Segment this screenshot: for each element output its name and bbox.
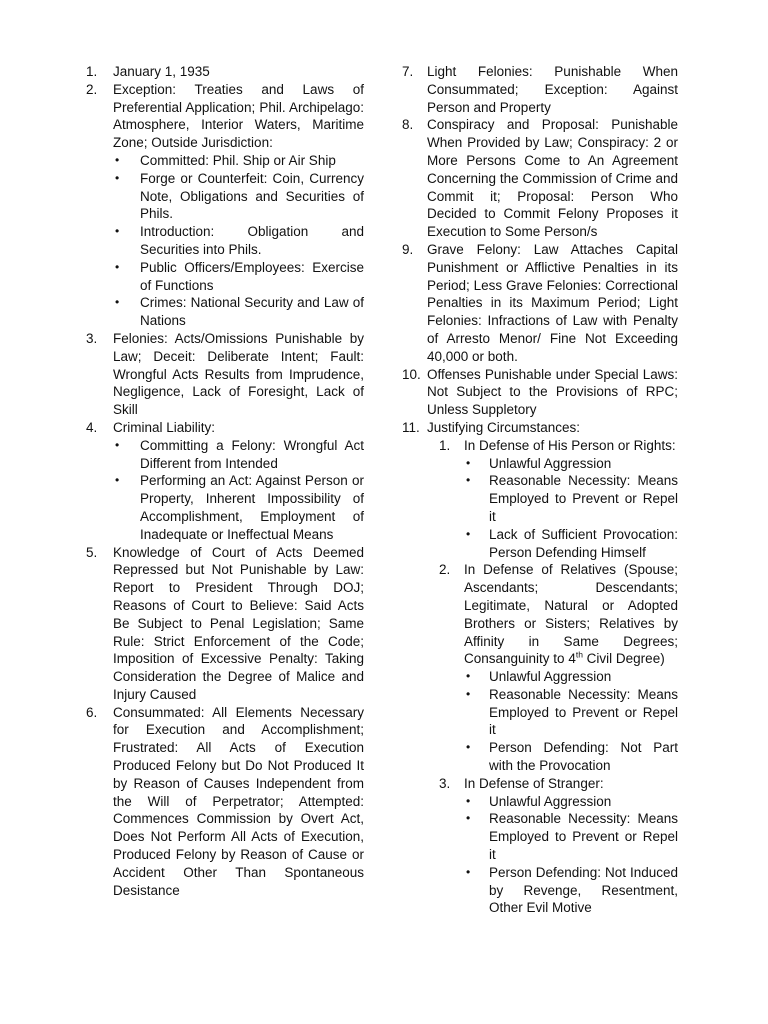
sub-item-text-tail: Civil Degree) [582, 651, 665, 667]
bullet-item: • Reasonable Necessity: Means Employed to Prevent or Repel it [464, 686, 678, 739]
bullet-item: • Lack of Sufficient Provocation: Person Defending Himself [464, 526, 678, 562]
item-number: 1. [86, 64, 98, 79]
item-number: 7. [402, 64, 414, 79]
list-item-1 [86, 63, 364, 81]
list-item-7 [402, 63, 678, 116]
item-number: 3. [86, 330, 98, 346]
bullet-list [464, 668, 678, 775]
sub-item-text: In Defense of His Person or Rights: [464, 437, 676, 453]
bullet-item: • Person Defending: Not Part with the Provocation [464, 739, 678, 775]
item-text: Light Felonies: Punishable When Consummated; Exception: Against Person and Property [427, 64, 678, 115]
list-item-4 [86, 419, 364, 544]
sub-item-number: 3. [439, 775, 451, 791]
bullet-item: • Reasonable Necessity: Means Employed to Prevent or Repel it [464, 810, 678, 863]
item-number: 6. [86, 704, 98, 720]
item-number: 5. [86, 544, 98, 560]
left-column [86, 63, 364, 899]
item-number: 4. [86, 419, 98, 435]
bullet-item: • Introduction: Obligation and Securities into Phils. [113, 223, 364, 259]
bullet-list [464, 455, 678, 562]
bullet-item: • Public Officers/Employees: Exercise of Functions [113, 259, 364, 295]
bullet-list [113, 152, 364, 330]
sub-item-text: In Defense of Stranger: [464, 775, 604, 791]
bullet-item: • Unlawful Aggression [464, 793, 678, 811]
sub-item-2 [427, 561, 678, 775]
bullet-item: • Reasonable Necessity: Means Employed to Prevent or Repel it [464, 472, 678, 525]
right-column [402, 63, 678, 917]
list-item-6 [86, 704, 364, 900]
list-item-8 [402, 116, 678, 241]
list-item-9 [402, 241, 678, 366]
item-text: Conspiracy and Proposal: Punishable When Provided by Law; Conspiracy: 2 or More Persons Come to An Agreement Concerning the Commission of Crime and Commit it; Proposal: Person Who Decided to Commit Felony Proposes it Execution to Some Person/s [427, 117, 678, 240]
item-number: 2. [86, 81, 98, 97]
bullet-item: • Unlawful Aggression [464, 668, 678, 686]
sub-item-3 [427, 775, 678, 917]
bullet-item: • Crimes: National Security and Law of Nations [113, 294, 364, 330]
bullet-item: • Performing an Act: Against Person or Property, Inherent Impossibility of Accomplishment, Employment of Inadequate or Ineffectual Means [113, 472, 364, 543]
sub-item-number: 2. [439, 562, 451, 578]
bullet-item: • Committing a Felony: Wrongful Act Different from Intended [113, 437, 364, 473]
bullet-item: • Forge or Counterfeit: Coin, Currency Note, Obligations and Securities of Phils. [113, 170, 364, 223]
list-item-10 [402, 366, 678, 419]
sub-item-number: 1. [439, 437, 451, 453]
item-text: Offenses Punishable under Special Laws: Not Subject to the Provisions of RPC; Unless Suppletory [427, 366, 678, 418]
item-number: 9. [402, 241, 414, 257]
bullet-list [464, 793, 678, 918]
item-text: Felonies: Acts/Omissions Punishable by Law; Deceit: Deliberate Intent; Fault: Wrongful Acts Results from Imprudence, Negligence, Lack of Foresight, Lack of Skill [113, 330, 364, 418]
bullet-list [113, 437, 364, 544]
sub-item-text [464, 561, 678, 668]
item-text: Knowledge of Court of Acts Deemed Repressed but Not Punishable by Law: Report to President Through DOJ; Reasons of Court to Believe: Said Acts Be Subject to Penal Legislation; Same Rule: Strict Enforcement of the Code; Imposition of Excessive Penalty: Taking Consideration the Degree of Malice and Injury Caused [113, 544, 364, 702]
item-text: Criminal Liability: [113, 419, 216, 435]
item-text: Consummated: All Elements Necessary for Execution and Accomplishment; Frustrated: All Acts of Execution Produced Felony but Do Not Produced It by Reason of Causes Independent from the Will of Perpetrator; Attempted: Commences Commission by Overt Act, Does Not Perform All Acts of Execution, Produced Felony by Reason of Cause or Accident Other Than Spontaneous Desistance [113, 704, 364, 898]
item-number: 11. [402, 419, 420, 435]
item-text: Justifying Circumstances: [427, 419, 581, 435]
bullet-item: • Person Defending: Not Induced by Revenge, Resentment, Other Evil Motive [464, 864, 678, 917]
list-item-11 [402, 419, 678, 917]
bullet-item: • Committed: Phil. Ship or Air Ship [113, 152, 364, 170]
item-number: 8. [402, 117, 414, 133]
item-text: Grave Felony: Law Attaches Capital Punishment or Afflictive Penalties in its Period; Less Grave Felonies: Correctional Penalties in its Maximum Period; Light Felonies: Infractions of Law with Penalty of Arresto Menor/ Fine Not Exceeding 40,000 or both. [427, 241, 678, 364]
list-item-5 [86, 544, 364, 704]
item-text: Exception: Treaties and Laws of Preferential Application; Phil. Archipelago: Atmosphere, Interior Waters, Maritime Zone; Outside Jurisdiction: [113, 81, 364, 151]
list-item-3 [86, 330, 364, 419]
sub-item-1 [427, 437, 678, 562]
list-item-2 [86, 81, 364, 330]
item-text: January 1, 1935 [113, 64, 210, 79]
item-number: 10. [402, 366, 421, 382]
sub-item-text-main: In Defense of Relatives (Spouse; Ascendants; Descendants; Legitimate, Natural or Adopted Brothers or Sisters; Relatives by Affinity in Same Degrees; Consanguinity to 4 [464, 562, 678, 667]
bullet-item: • Unlawful Aggression [464, 455, 678, 473]
superscript-th: th [575, 649, 583, 660]
